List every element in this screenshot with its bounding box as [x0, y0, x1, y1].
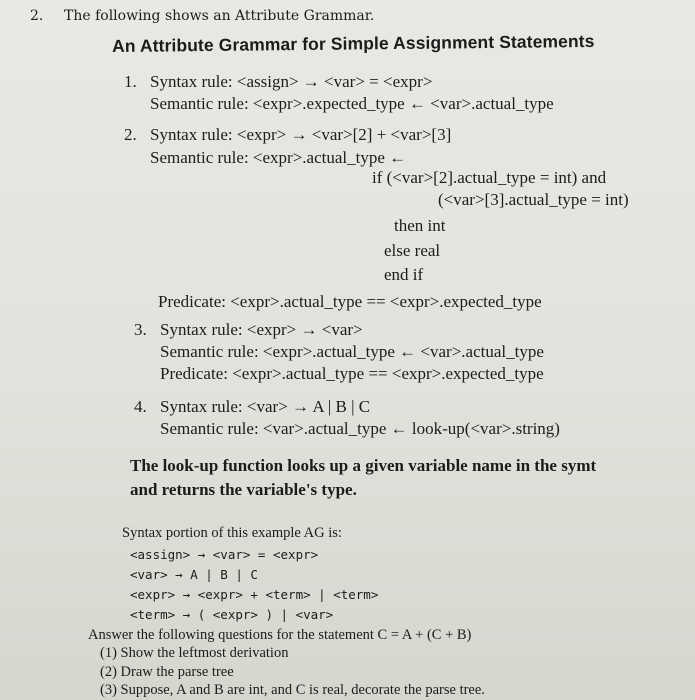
semantic-rule: Semantic rule: <expr>.expected_type ← <var>.actual_type [150, 94, 554, 113]
predicate: Predicate: <expr>.actual_type == <expr>.expected_type [160, 364, 544, 383]
semantic-rule: Semantic rule: <expr>.actual_type ← <var>.actual_type [160, 342, 544, 361]
semantic-rule: Semantic rule: <var>.actual_type ← look-up(<var>.string) [160, 419, 560, 438]
answer-prompt: Answer the following questions for the statement C = A + (C + B) [88, 627, 472, 643]
grammar-title: An Attribute Grammar for Simple Assignment Statements [112, 30, 595, 56]
syntax-rule: Syntax rule: <expr> → <var>[2] + <var>[3] [150, 125, 452, 144]
question-number: 2. [30, 8, 44, 24]
condition-line-1: if (<var>[2].actual_type = int) and [372, 168, 607, 187]
rule-number: 4. [134, 397, 147, 416]
lookup-paragraph-line-1: The look-up function looks up a given variable name in the symt [130, 456, 597, 475]
answer-item: (3) Suppose, A and B are int, and C is real, decorate the parse tree. [100, 682, 485, 698]
else-clause: else real [384, 241, 441, 260]
syntax-portion-line: <assign> → <var> = <expr> [130, 547, 319, 562]
endif-clause: end if [384, 265, 424, 284]
syntax-rule: Syntax rule: <var> → A | B | C [160, 397, 371, 416]
question-intro: The following shows an Attribute Grammar. [64, 8, 375, 24]
syntax-portion-line: <term> → ( <expr> ) | <var> [130, 607, 334, 622]
then-clause: then int [394, 216, 446, 235]
syntax-rule: Syntax rule: <assign> → <var> = <expr> [150, 72, 433, 91]
syntax-portion-line: <expr> → <expr> + <term> | <term> [130, 587, 379, 602]
rule-number: 3. [134, 320, 147, 339]
answer-item: (2) Draw the parse tree [100, 664, 234, 680]
lookup-paragraph-line-2: and returns the variable's type. [130, 480, 357, 499]
rule-number: 2. [124, 125, 137, 144]
answer-item: (1) Show the leftmost derivation [100, 645, 289, 661]
semantic-rule: Semantic rule: <expr>.actual_type ← [150, 148, 407, 167]
condition-line-2: (<var>[3].actual_type = int) [438, 190, 629, 209]
rule-number: 1. [124, 72, 137, 91]
predicate: Predicate: <expr>.actual_type == <expr>.expected_type [158, 292, 542, 311]
syntax-rule: Syntax rule: <expr> → <var> [160, 320, 363, 339]
syntax-portion-heading: Syntax portion of this example AG is: [122, 525, 342, 541]
syntax-portion-line: <var> → A | B | C [130, 567, 258, 582]
